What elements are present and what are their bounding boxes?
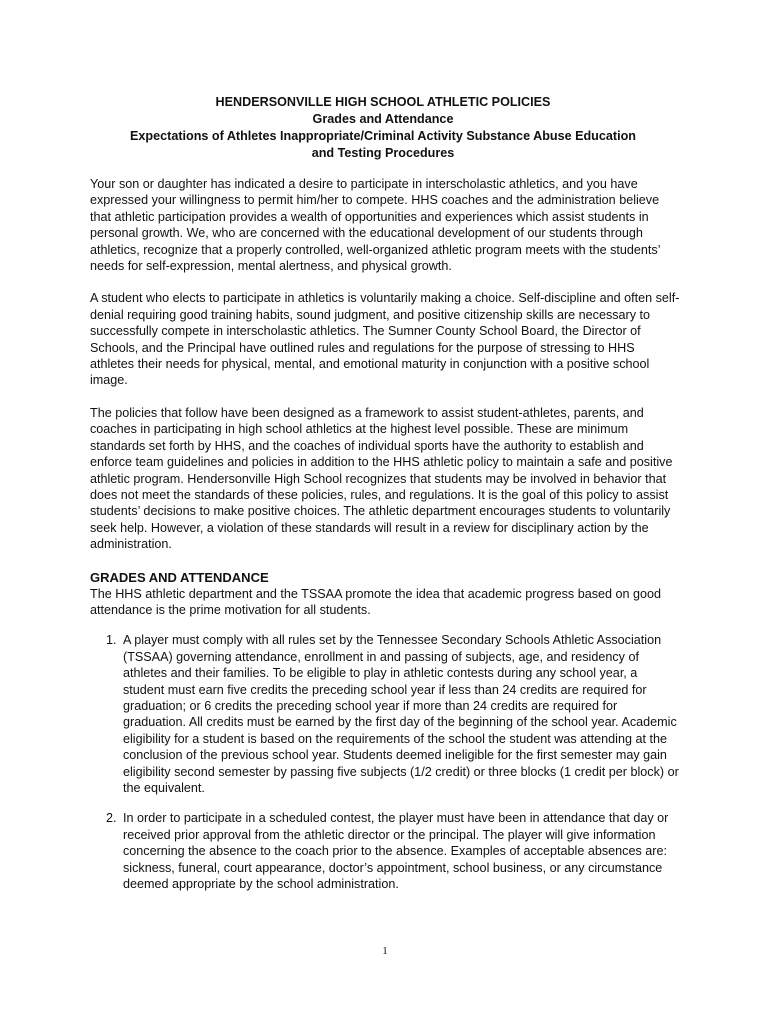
section-heading: GRADES AND ATTENDANCE	[90, 569, 269, 585]
title-line-testing: and Testing Procedures	[311, 146, 455, 160]
list-item	[106, 810, 680, 892]
list-item	[106, 632, 680, 796]
list-item-number: 1.	[106, 633, 117, 648]
list-item-text: In order to participate in a scheduled contest, the player must have been in attendance that day or received prior approval from the athletic director or the principal. The player will give information concerning the absence to the coach prior to the absence. Examples of acceptable absences are: sickness, funeral, court appearance, doctor’s appointment, school business, or any circumstance deemed appropriate by the school administration.	[123, 811, 669, 892]
document-body	[90, 176, 680, 906]
section-intro: The HHS athletic department and the TSSAA promote the idea that academic progress based on good attendance is the prime motivation for all students.	[90, 586, 662, 617]
policy-framework-paragraph: The policies that follow have been designed as a framework to assist student-athletes, parents, and coaches in participating in high school athletics at the highest level possible. These are minimum standards set forth by HHS, and the coaches of individual sports have the authority to establish and enforce team guidelines and policies in addition to the HHS athletic policy to maintain a safe and positive athletic program. Hendersonville High School recognizes that students may be involved in behavior that does not meet the standards of these policies, rules, and regulations. It is the goal of this policy to assist students’ decisions to make positive choices. The athletic department encourages students to voluntarily seek help. However, a violation of these standards will result in a review for disciplinary action by the administration.	[90, 405, 673, 552]
intro-paragraph: Your son or daughter has indicated a desire to participate in interscholastic athletics, and you have expressed your willingness to permit him/her to compete. HHS coaches and the administration believe that athletic participation provides a wealth of opportunities and experiences which assist students in personal growth. We, who are concerned with the educational development of our students through athletics, recognize that a properly controlled, well-organized athletic program meets with the students’ needs for self-expression, mental alertness, and physical growth.	[90, 177, 661, 274]
list-item-number: 2.	[106, 811, 117, 826]
title-line-grades: Grades and Attendance	[312, 112, 454, 126]
choice-paragraph: A student who elects to participate in athletics is voluntarily making a choice. Self-discipline and often self-denial requiring good training habits, sound judgment, and positive citizenship skills are necessary to successfully compete in interscholastic athletics. The Sumner County School Board, the Director of Schools, and the Principal have outlined rules and regulations for the purpose of stressing to HHS athletes their needs for physical, mental, and emotional maturity in conjunction with a positive school image.	[90, 291, 680, 388]
title-line-school: HENDERSONVILLE HIGH SCHOOL ATHLETIC POLICIES	[215, 95, 551, 109]
list-item-text: A player must comply with all rules set by the Tennessee Secondary Schools Athletic Association (TSSAA) governing attendance, enrollment in and passing of subjects, age, and residency of athletes and their families. To be eligible to play in athletic contests during any school year, a student must earn five credits the preceding school year if less than 24 credits are required for graduation; or 6 credits the preceding school year if more than 24 credits are required for graduation. All credits must be earned by the first day of the beginning of the school year. Academic eligibility for a student is based on the requirements of the school the student was attending at the conclusion of the previous school year. Students deemed ineligible for the first semester may gain eligibility second semester by passing five subjects (1/2 credit) or three blocks (1 credit per block) or the equivalent.	[123, 633, 679, 795]
document-title	[90, 94, 676, 162]
rules-list	[90, 632, 680, 892]
page-number: 1	[382, 945, 388, 957]
title-line-expectations: Expectations of Athletes Inappropriate/Criminal Activity Substance Abuse Education	[130, 129, 636, 143]
